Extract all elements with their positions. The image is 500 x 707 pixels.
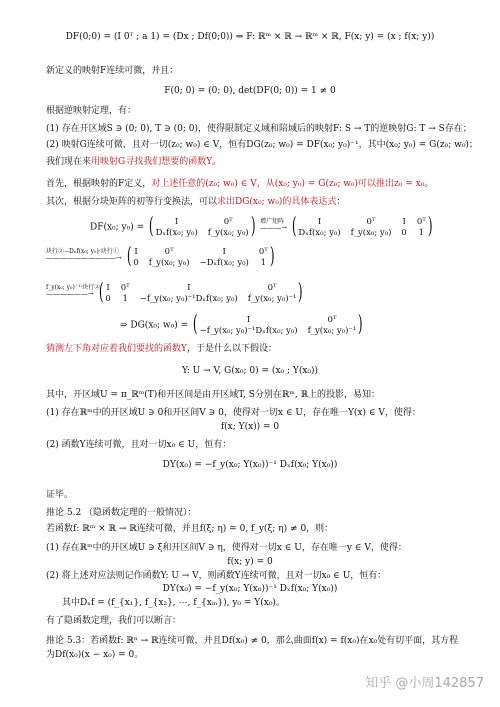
row-op-arrow: 块行②−Dₓf(x₀; y₀)·块行① ——————————→ [46,247,122,262]
inverse-matrix: ( I 0ᵀ −f_y(x₀; y₀)⁻¹Dₓf(x₀; y₀) f_y(x₀; y₀)⁻¹ ) [192,312,363,337]
list-item: (2) 函数Y连续可微，且对一切x₀ ∈ U，恒有： [46,440,232,450]
equation: f(x; y) = 0 [227,557,273,567]
text-line: 首先，根据映射的F定义，对上述任意的(z₀; w₀) ∈ V，从(x₀; y₀) = G(z₀; w₀)可以推出z₀ = x₀。 [46,179,434,189]
list-item: (2) 映射G连续可微，且对一切(z₀; w₀) ∈ V，恒有DG(z₀; w₀) = DF(x₀; y₀)⁻¹，其中(x₀; y₀) = G(z₀; w₀)； [46,140,478,150]
matrix-row-2 [46,246,276,268]
text-line: 猜测左下角对应着我们要找的函数Y，于是什么以下假设： [46,344,277,354]
augmented-matrix: ( I 0ᵀ I 0ᵀ Dₓf(x₀; y₀) f_y(x₀; y₀) 0 1 ) [291,214,433,239]
list-item: (1) 存在开区域S ∋ (0; 0), T ∋ (0; 0)，使得限制定义域和陪域后的映射F: S → T的逆映射G: T → S存在； [46,124,472,134]
augmented-matrix: ( I 0ᵀ I 0ᵀ 0 f_y(x₀; y₀) −Dₓf(x₀; y₀) 1 ) [126,244,275,269]
row-op-arrow: f_y(x₀; y₀)⁻¹·块行② ——————→ [46,283,101,298]
matrix-row-1: DF(x₀; y₀) = ( I 0ᵀ Dₓf(x₀; y₀) f_y(x₀; y₀) ) 增广矩阵 ———→ ( I 0ᵀ I 0ᵀ Dₓf(x₀; y₀) f_y(x₀; y₀) 0 1 ) [90,214,433,239]
text-line: 其次，根据分块矩阵的初等行变换法，可以求出DG(x₀; w₀)的具体表达式： [46,197,346,207]
text-line: 新定义的映射F连续可微，并且： [46,66,179,76]
text-line: 我们现在来用映射G寻找我们想要的函数Y。 [46,157,222,167]
matrix-row-4: ⇒ DG(x₀; w₀) = ( I 0ᵀ −f_y(x₀; y₀)⁻¹Dₓf(x₀; y₀) f_y(x₀; y₀)⁻¹ ) [120,312,363,337]
row-op-arrow: 增广矩阵 ———→ [260,217,287,232]
text-line: 其中，开区域U = π_ℝᵐ(T)和开区间是由开区域T, S分别在ℝᵐ, ℝ上的投影，易知： [46,390,381,400]
text-line: 根据逆映射定理，有： [46,106,137,116]
text-line: 有了隐函数定理，我们可以断言： [46,616,182,626]
corollary-title: 推论 5.2 （隐函数定理的一般情况）： [46,508,197,518]
highlight-text: 对上述任意的(z₀; w₀) ∈ V，从(x₀; y₀) = G(z₀; w₀)可以推出z₀ = x₀ [151,179,425,189]
equation-assumption: Y: U → V, G(x₀; 0) = (x₀ ; Y(x₀)) [181,366,319,376]
equation-det: F(0; 0) = (0; 0), det(DF(0; 0)) = 1 ≠ 0 [164,86,336,96]
list-item: (2) 将上述对应法则记作函数Y: U → V，则函数Y连续可微，且对一切x₀ ∈ U，恒有： [46,571,387,581]
augmented-matrix: ( I 0ᵀ I 0ᵀ 0 1 −f_y(x₀; y₀)⁻¹Dₓf(x₀; y₀) f_y(x₀; y₀)⁻¹ ) [98,280,304,305]
equation: f(x; Y(x)) = 0 [220,422,280,432]
corollary-text: 为Df(x₀)(x − x₀) = 0。 [46,650,144,660]
highlight-text: 求出DG(x₀; w₀)的具体表达式 [217,197,337,207]
matrix-row-3 [46,282,305,304]
matrix: ( I 0ᵀ Dₓf(x₀; y₀) f_y(x₀; y₀) ) [148,214,256,239]
list-item: (1) 存在ℝᵐ中的开区域U ∋ ξ和开区间V ∋ η，使得对一切x ∈ U，存在唯一y ∈ V，使得： [46,543,407,553]
highlight-text: 用映射G寻找我们想要的函数Y [91,157,213,167]
equation-dy: DY(x₀) = −f_y(x₀; Y(x₀))⁻¹ Dₓf(x₀; Y(x₀)) [162,584,338,594]
watermark: 知乎 @小周142857 [365,676,484,691]
text-line: 证毕。 [46,490,74,500]
equation-df-zero: DF(0;0) = (I 0ᵀ ; a 1) = (Dx ; Df(0;0)) ⇒ F: ℝᵐ × ℝ → ℝᵐ × ℝ, F(x; y) = (x ; f(x; y)) [65,32,435,42]
text-line: 其中Dₓf = (f_{x₁}, f_{x₂}, ⋯, f_{xₘ}), y₀ = Y(x₀)。 [62,598,285,608]
text-line: 若函数f: ℝᵐ × ℝ → ℝ连续可微，并且f(ξ; η) = 0, f_y(ξ; η) ≠ 0，则： [46,524,334,534]
corollary-text: 推论 5.3：若函数f: ℝⁿ → ℝ连续可微，并且Df(x₀) ≠ 0，那么曲面f(x) = f(x₀)在x₀处有切平面，其方程 [46,636,459,646]
equation-dy: DY(x₀) = −f_y(x₀; Y(x₀))⁻¹ Dₓf(x₀; Y(x₀)) [162,460,338,470]
list-item: (1) 存在ℝᵐ中的开区域U ∋ 0和开区间V ∋ 0，使得对一切x ∈ U，存在唯一Y(x) ∈ V，使得： [46,408,421,418]
highlight-text: 猜测左下角对应着我们要找的函数Y [46,344,187,354]
